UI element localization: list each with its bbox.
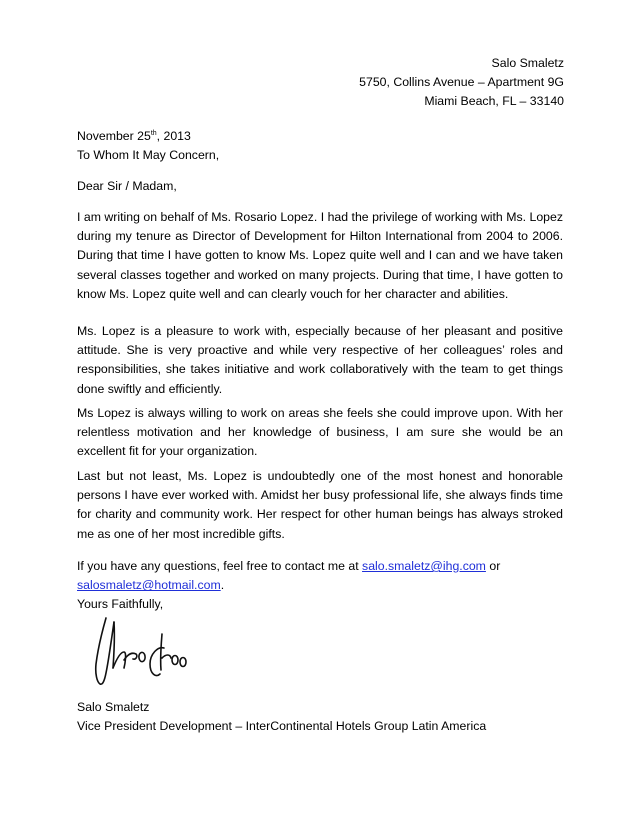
signatory-title: Vice President Development – InterContinental Hotels Group Latin America xyxy=(77,719,487,734)
salutation: Dear Sir / Madam, xyxy=(77,179,177,193)
date-ordinal-suffix: th xyxy=(150,130,157,137)
contact-lead-text: If you have any questions, feel free to contact me at xyxy=(77,559,363,573)
sender-street-address: 5750, Collins Avenue – Apartment 9G xyxy=(359,75,564,90)
paragraph-introduction: I am writing on behalf of Ms. Rosario Lopez. I had the privilege of working with Ms. Lopez during my tenure as Director of Development for Hilton International from 2004 to 2006. During that time I have gotten to know Ms. Lopez quite well and I can and we have taken several classes together and worked on many projects. During that time, I have gotten to know Ms. Lopez quite well and can clearly vouch for her character and abilities. xyxy=(77,210,563,301)
date-month-day: November 25 xyxy=(77,129,151,143)
signatory-block xyxy=(77,698,486,736)
paragraph-contact xyxy=(77,557,563,595)
paragraph-motivation: Ms Lopez is always willing to work on areas she feels she could improve upon. With her relentless motivation and her knowledge of business, I am sure she would be an excellent fit for your organization. xyxy=(77,406,563,459)
recipient-line: To Whom It May Concern, xyxy=(77,148,220,163)
contact-period: . xyxy=(220,578,225,593)
signatory-name: Salo Smaletz xyxy=(77,700,150,714)
handwritten-signature xyxy=(84,612,194,692)
letter-date xyxy=(77,127,567,146)
sender-address-block xyxy=(359,54,564,112)
email-link-work[interactable]: salo.smaletz@ihg.com xyxy=(362,559,486,573)
paragraph-honesty: Last but not least, Ms. Lopez is undoubtedly one of the most honest and honorable persons I have ever worked with. Amidst her busy professional life, she always finds time for charity and community work. Her respect for other human beings has always stroked me as one of her most incredible gifts. xyxy=(77,469,563,541)
sender-city-state-zip: Miami Beach, FL – 33140 xyxy=(424,94,564,109)
paragraph-personality: Ms. Lopez is a pleasure to work with, especially because of her pleasant and positive attitude. She is very proactive and while very respective of her colleagues’ roles and responsibilities, she takes initiative and work collaboratively with the team to get things done swiftly and efficiently. xyxy=(77,324,563,396)
contact-or-text: or xyxy=(485,559,501,573)
date-and-recipient xyxy=(77,127,567,165)
email-link-personal[interactable]: salosmaletz@hotmail.com xyxy=(77,578,221,593)
sender-name: Salo Smaletz xyxy=(491,56,564,70)
date-year: , 2013 xyxy=(156,129,191,143)
closing-line: Yours Faithfully, xyxy=(77,597,164,611)
